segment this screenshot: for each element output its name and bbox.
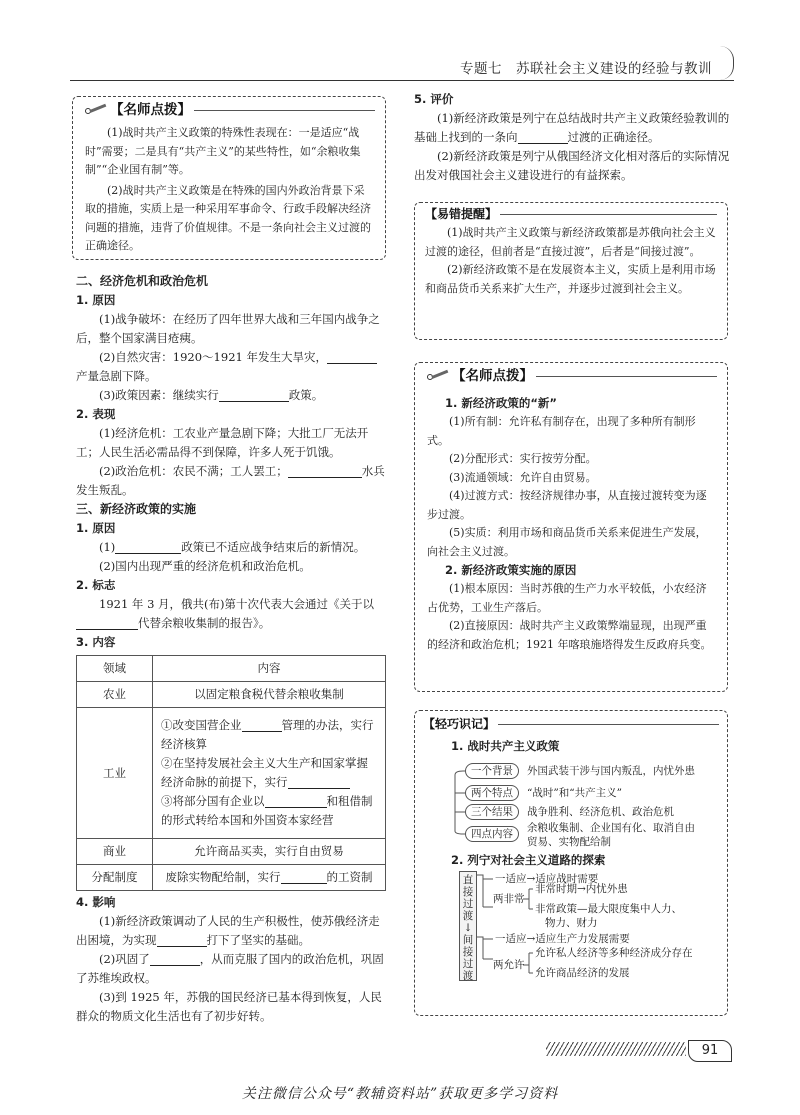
memo-text: 战争胜利、经济危机、政治危机 <box>527 806 674 818</box>
tip-paragraph: (3)流通领域：允许自由贸易。 <box>449 470 597 484</box>
fill-blank[interactable] <box>219 388 289 402</box>
section-economic-political-crisis <box>76 272 386 1026</box>
subsection-title: 5. 评价 <box>414 92 454 106</box>
subsection-title: 1. 原因 <box>76 293 116 307</box>
memo-subheading: 1. 战时共产主义政策 <box>451 739 560 753</box>
fill-blank[interactable] <box>288 464 362 478</box>
fill-blank[interactable] <box>288 775 350 789</box>
tip-paragraph: (5)实质：利用市场和商品货币关系来促进生产发展，向社会主义过渡。 <box>427 526 707 558</box>
warning-paragraph: (2)新经济政策不是在发展资本主义，实质上是利用市场和商品货币关系来扩大生产，并逐步过渡到社会主义。 <box>425 263 716 295</box>
table-cell: 允许商品买卖，实行自由贸易 <box>153 839 386 865</box>
memory-aid-box <box>414 710 728 1016</box>
table-row <box>77 839 386 865</box>
table-cell: ①改变国营企业 管理的办法，实行经济核算 ②在坚持发展社会主义大生产和国家掌握经济命脉的前提下，实行 ③将部分国有企业以 和租借制的形式转给本国和外国资本家经营 <box>153 708 386 839</box>
header-decoration <box>720 46 734 80</box>
fill-blank[interactable] <box>115 540 181 554</box>
memo-text: 非常政策—最大限度集中人力、 <box>535 903 682 915</box>
warning-heading: 【易错提醒】 <box>425 207 498 221</box>
table-cell: 以固定粮食税代替余粮收集制 <box>153 682 386 708</box>
memo-heading: 【轻巧识记】 <box>423 717 496 731</box>
tip-paragraph: (2)战时共产主义政策是在特殊的国内外政治背景下采取的措施，实质上是一种采用军事命令、行政手段解决经济问题的措施，违背了价值规律。不是一条向社会主义过渡的正确途径。 <box>85 183 371 252</box>
fill-blank[interactable] <box>518 130 568 144</box>
policy-content-table <box>76 655 386 891</box>
text-line: (1) 政策已不适应战争结束后的新情况。 <box>99 540 366 554</box>
table-row <box>77 865 386 891</box>
text-line: (3)到 1925 年，苏俄的国民经济已基本得到恢复，人民群众的物质文化生活也有了初步好转。 <box>76 990 382 1023</box>
table-header-cell: 领域 <box>77 656 153 682</box>
text-line: 1921 年 3 月，俄共(布)第十次代表大会通过《关于以代替余粮收集制的报告》。 <box>76 595 386 633</box>
fill-blank[interactable] <box>281 870 327 884</box>
section-title: 二、经济危机和政治危机 <box>76 274 209 288</box>
section-title: 三、新经济政策的实施 <box>76 502 197 516</box>
error-prone-warning-box <box>414 202 728 340</box>
teacher-tip-box-1 <box>72 96 386 260</box>
table-header-cell: 内容 <box>153 656 386 682</box>
fill-blank[interactable] <box>76 616 138 630</box>
fill-blank[interactable] <box>242 718 282 732</box>
fill-blank[interactable] <box>327 350 377 364</box>
table-cell: 农业 <box>77 682 153 708</box>
header-rule <box>70 80 734 81</box>
memo-text: 贸易、实物配给制 <box>527 836 611 848</box>
memo-text: 非常时期→内忧外患 <box>535 883 628 895</box>
running-header-title: 专题七 苏联社会主义建设的经验与教训 <box>460 61 712 77</box>
indirect-transition-label: 间接过渡 <box>462 934 474 982</box>
direct-transition-label: 直接过渡 <box>462 874 474 922</box>
memo-text: “战时”和“共产主义” <box>527 787 622 799</box>
fill-blank[interactable] <box>265 794 327 808</box>
tip-paragraph: (2)直接原因：战时共产主义政策弊端显现，出现严重的经济和政治危机；1921 年喀琅施塔得发生反政府兵变。 <box>427 619 712 651</box>
footer-note: 关注微信公众号“教辅资料站”获取更多学习资料 <box>241 1086 559 1102</box>
tip-subheading: 1. 新经济政策的“新” <box>445 396 557 410</box>
tip-subheading: 2. 新经济政策实施的原因 <box>445 563 577 577</box>
text-line: (1)战争破坏：在经历了四年世界大战和三年国内战争之后，整个国家满目疮痍。 <box>76 312 380 345</box>
tip-paragraph: (2)分配形式：实行按劳分配。 <box>449 452 597 465</box>
memo-node: 三个结果 <box>465 804 519 820</box>
subsection-title: 4. 影响 <box>76 895 116 909</box>
tip-heading: 【名师点拨】 <box>110 102 191 118</box>
section-evaluation <box>414 90 732 185</box>
memo-node: 一个背景 <box>465 763 519 779</box>
memo-text: 允许私人经济等多种经济成分存在 <box>535 947 693 959</box>
subsection-title: 2. 表现 <box>76 407 116 421</box>
warning-paragraph: (1)战时共产主义政策与新经济政策都是苏俄向社会主义过渡的途径，但前者是“直接过渡”，后者是“间接过渡”。 <box>425 226 716 258</box>
arrow-down-icon: ↓ <box>463 922 473 934</box>
table-cell: 工业 <box>77 708 153 839</box>
memo-text: 物力、财力 <box>545 917 598 929</box>
page-number: 91 <box>688 1040 732 1062</box>
text-line: (2)国内出现严重的经济危机和政治危机。 <box>99 559 311 573</box>
fill-blank[interactable] <box>157 933 207 947</box>
memo-text: 一适应→适应战时需要 <box>495 873 599 885</box>
teacher-tip-box-2 <box>414 362 728 692</box>
memo-text: 余粮收集制、企业国有化、取消自由 <box>527 822 695 834</box>
tip-paragraph: (4)过渡方式：按经济规律办事，从直接过渡转变为逐步过渡。 <box>427 489 707 521</box>
text-line: (2)巩固了 ，从而克服了国内的政治危机，巩固了苏维埃政权。 <box>76 952 384 985</box>
tip-paragraph: (1)所有制：允许私有制存在，出现了多种所有制形式。 <box>427 415 696 447</box>
text-line: (1)经济危机：工农业产量急剧下降；大批工厂无法开工；人民生活必需品得不到保障，许多人死于饥饿。 <box>76 426 369 459</box>
memo-text: 允许商品经济的发展 <box>535 967 630 979</box>
table-cell: 废除实物配给制，实行 的工资制 <box>153 865 386 891</box>
tip-paragraph: (1)根本原因：当时苏俄的生产力水平较低，小农经济占优势，工业生产落后。 <box>427 582 707 614</box>
table-row <box>77 708 386 839</box>
table-cell: 分配制度 <box>77 865 153 891</box>
transition-column <box>459 871 477 981</box>
text-line: (2)政治危机：农民不满；工人罢工； 水兵发生叛乱。 <box>76 464 385 497</box>
memo-text: 外国武装干涉与国内叛乱，内忧外患 <box>527 765 695 777</box>
text-line: (2)新经济政策是列宁从俄国经济文化相对落后的实际情况出发对俄国社会主义建设进行的有益探索。 <box>414 149 730 182</box>
memo-text: 两允许 <box>493 959 525 971</box>
pen-icon <box>85 104 107 118</box>
text-line: (1)新经济政策是列宁在总结战时共产主义政策经验教训的基础上找到的一条向 过渡的正确途径。 <box>414 111 730 144</box>
subsection-title: 1. 原因 <box>76 521 116 535</box>
text-line: (3)政策因素：继续实行 政策。 <box>99 388 324 402</box>
table-row <box>77 682 386 708</box>
table-cell: 商业 <box>77 839 153 865</box>
table-row <box>77 656 386 682</box>
memo-text: 两非常 <box>493 893 525 905</box>
memo-node: 四点内容 <box>465 826 519 842</box>
subsection-title: 3. 内容 <box>76 635 116 649</box>
memo-text: 一适应→适应生产力发展需要 <box>495 933 630 945</box>
memo-node: 两个特点 <box>465 785 519 801</box>
text-line: (2)自然灾害：1920～1921 年发生大旱灾，产量急剧下降。 <box>76 348 386 386</box>
page-number-decoration <box>546 1042 686 1056</box>
fill-blank[interactable] <box>150 952 200 966</box>
text-line: (1)新经济政策调动了人民的生产积极性，使苏俄经济走出困境，为实现 打下了坚实的基础。 <box>76 914 380 947</box>
tip-paragraph: (1)战时共产主义政策的特殊性表现在：一是适应“战时”需要；二是具有“共产主义”的某些特性，如“余粮收集制”“企业国有制”等。 <box>85 126 361 176</box>
subsection-title: 2. 标志 <box>76 578 116 592</box>
memo-subheading: 2. 列宁对社会主义道路的探索 <box>451 853 606 867</box>
pen-icon <box>427 370 449 384</box>
tip-heading: 【名师点拨】 <box>452 368 533 384</box>
